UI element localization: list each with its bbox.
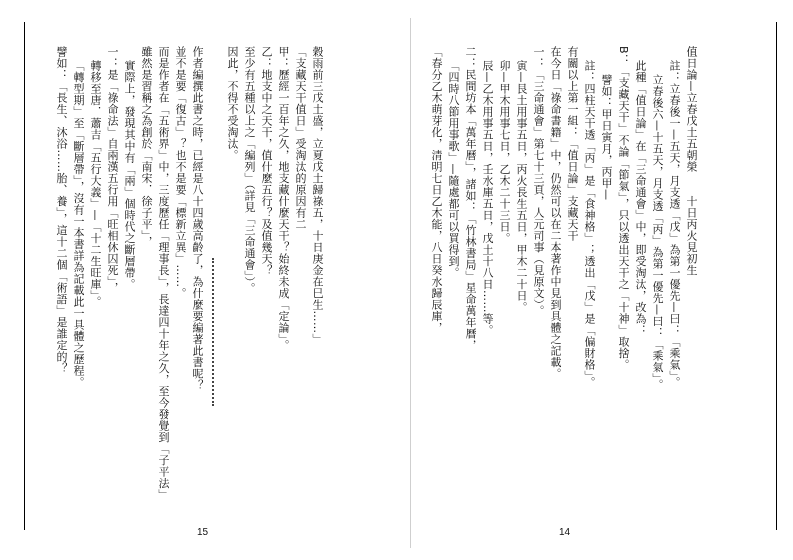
right-col-14: 二：民間坊本「萬年曆」，諸如：「竹林書局」星命萬年曆，: [464, 46, 477, 351]
page-number: 15: [197, 527, 209, 538]
right-col-13: 辰—乙木用事五日，壬水庫五日，戊土十八日……等。: [481, 60, 494, 336]
left-col-2: 「支藏天干值日」受淘汰的原因有二: [294, 46, 307, 230]
left-col-4: 乙：地支中之天干，值什麼五行？及值幾天？: [260, 46, 273, 276]
right-col-7: 註：四柱天干透「丙」是「食神格」；透出「戊」是「偏財格」。: [583, 60, 596, 388]
left-col-9: 而是作者在「五術界」中，三度歷任「理事長」，長達四十年之久，至今發覺到「子平法」: [157, 46, 170, 501]
left-col-15: 譬如：「長生、沐浴……胎、養」，這十二個「術語」是誰定的？: [55, 46, 68, 374]
page-number: 14: [559, 527, 571, 538]
left-col-14: 「轉型期」至「斷層帶」，沒有一本書詳為記載此一具體之歷程。: [72, 60, 85, 388]
right-col-1: 值日論—立春戊土五朝榮 十日丙火見初生: [685, 46, 698, 276]
dotted-divider: [212, 258, 216, 406]
right-col-3: 立春後六—十五天，月支透「丙」為第一優先—曰：「乘氣」。: [651, 74, 664, 391]
left-col-8: 並不是要「復古」？也不是要「標新立異」……。: [174, 46, 187, 299]
right-col-6: 譬如：甲日寅月，丙甲—: [600, 74, 613, 201]
right-page: [416, 0, 788, 560]
gutter: [410, 18, 411, 548]
left-col-6: 因此，不得不受淘汰。: [226, 46, 239, 161]
left-page: [22, 0, 407, 560]
right-col-16: 「春分乙木萌芽化，清明七日乙木能，八日癸水歸辰庫，: [430, 46, 443, 334]
right-col-8: 有關以上第一組：「值日論」支藏天干: [566, 46, 579, 242]
left-col-1: 穀雨前三戊土盛，立夏戊土歸祿五，十日庚金在巳生……」: [311, 46, 324, 345]
right-col-12: 卯—甲木用事七日，乙木二十三日。: [498, 60, 511, 244]
right-col-15: 「四時八節用事歌」—隨處都可以買得到。: [447, 60, 460, 279]
left-col-12: 一：是「祿命法」自兩漢五行用「旺相休囚死」，: [106, 46, 119, 294]
right-col-9: 在今日「祿命書籍」中，仍然可以在二本著作中見到具體之記載。: [549, 46, 562, 380]
left-col-11: 實際上，發現其中有「兩」個時代之斷層帶。: [123, 60, 136, 290]
left-col-13: 轉移至唐．蕭吉「五行大義」—「十二生旺庫」。: [89, 60, 102, 308]
right-col-10: 一：「三命通會」第七十三頁，人元司事（見原文）。: [532, 46, 545, 317]
left-col-10: 雖然是習稱之為創於「南宋．徐子平」，: [140, 46, 153, 248]
right-col-11: 寅—艮土用事五日，丙火長生五日，甲木二十日。: [515, 60, 528, 313]
left-col-5: 至少有五種以上之「編列」（詳見「三命通會」）。: [243, 46, 256, 294]
left-col-3: 甲：歷經一百年之久，地支藏什麼天干？始終未成「定論」。: [277, 46, 290, 351]
left-col-7: 作者編撰此書之時，已經是八十四歲高齡了，為什麼要編著此書呢？: [191, 46, 204, 391]
right-col-2: 註：立春後一—五天，月支透「戊」為第一優先—曰：「乘氣」。: [668, 60, 681, 388]
right-col-5: B：「支藏天干」不論「節氣」，只以透出天干之「十神」取捨。: [617, 46, 630, 371]
right-col-4: 此種「值日論」在「三命通會」中，即受淘汰，改為：: [634, 60, 647, 336]
